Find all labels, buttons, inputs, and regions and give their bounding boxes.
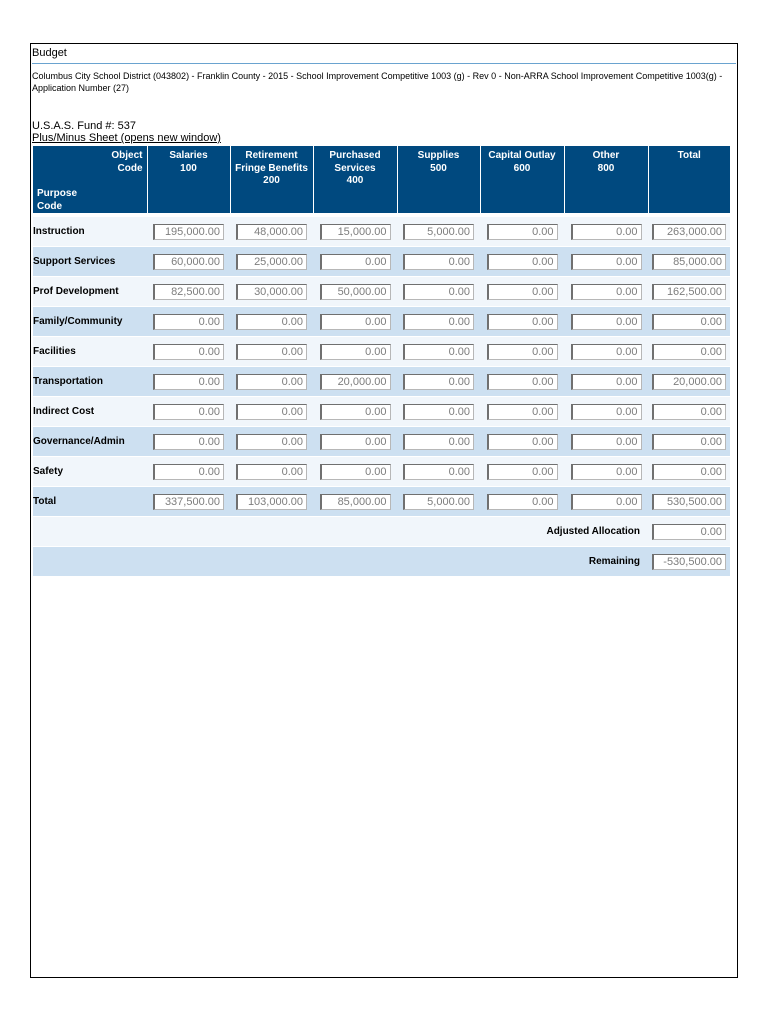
adjusted-allocation-row-value-cell bbox=[648, 517, 730, 547]
amount-field: 0.00 bbox=[320, 464, 391, 480]
table-row bbox=[33, 217, 730, 247]
table-cell bbox=[480, 367, 564, 397]
table-cell bbox=[313, 247, 397, 277]
amount-field: 85,000.00 bbox=[320, 494, 391, 510]
amount-field: 0.00 bbox=[236, 374, 307, 390]
table-cell bbox=[648, 427, 730, 457]
remaining-row bbox=[33, 547, 730, 577]
table-cell bbox=[230, 457, 313, 487]
amount-field: 0.00 bbox=[652, 344, 726, 360]
col-salaries: Salaries 100 bbox=[147, 146, 230, 213]
table-cell bbox=[397, 277, 480, 307]
table-row bbox=[33, 487, 730, 517]
table-cell bbox=[313, 487, 397, 517]
row-label: Safety bbox=[33, 457, 147, 487]
amount-field: 0.00 bbox=[571, 224, 642, 240]
amount-field: 0.00 bbox=[487, 494, 558, 510]
table-cell bbox=[147, 457, 230, 487]
table-cell bbox=[313, 277, 397, 307]
table-cell bbox=[313, 217, 397, 247]
table-cell bbox=[230, 307, 313, 337]
title-divider bbox=[32, 63, 736, 64]
table-cell bbox=[564, 457, 648, 487]
table-cell bbox=[397, 457, 480, 487]
col-retirement-fringe-benefits: Retirement Fringe Benefits 200 bbox=[230, 146, 313, 213]
table-cell bbox=[147, 307, 230, 337]
row-label: Transportation bbox=[33, 367, 147, 397]
table-cell bbox=[397, 337, 480, 367]
table-cell bbox=[397, 427, 480, 457]
table-cell bbox=[480, 427, 564, 457]
table-cell bbox=[230, 427, 313, 457]
row-label: Facilities bbox=[33, 337, 147, 367]
table-cell bbox=[147, 337, 230, 367]
amount-field: 0.00 bbox=[403, 374, 474, 390]
page-title: Budget bbox=[32, 47, 67, 59]
table-cell bbox=[648, 307, 730, 337]
table-cell bbox=[480, 337, 564, 367]
amount-field: 25,000.00 bbox=[236, 254, 307, 270]
col-purchased-services: Purchased Services 400 bbox=[313, 146, 397, 213]
amount-field: 0.00 bbox=[487, 374, 558, 390]
table-cell bbox=[564, 337, 648, 367]
amount-field: 0.00 bbox=[320, 404, 391, 420]
amount-field: 0.00 bbox=[153, 344, 224, 360]
table-cell bbox=[397, 397, 480, 427]
table-row bbox=[33, 337, 730, 367]
amount-field: 0.00 bbox=[571, 284, 642, 300]
table-cell bbox=[313, 427, 397, 457]
table-cell bbox=[564, 277, 648, 307]
amount-field: 0.00 bbox=[236, 464, 307, 480]
table-cell bbox=[313, 307, 397, 337]
amount-field: 0.00 bbox=[320, 254, 391, 270]
amount-field: 0.00 bbox=[487, 254, 558, 270]
amount-field: 0.00 bbox=[320, 344, 391, 360]
table-cell bbox=[480, 247, 564, 277]
amount-field: 0.00 bbox=[652, 464, 726, 480]
amount-field: 20,000.00 bbox=[320, 374, 391, 390]
amount-field: 5,000.00 bbox=[403, 494, 474, 510]
amount-field: 0.00 bbox=[153, 314, 224, 330]
application-info: Columbus City School District (043802) - Franklin County - 2015 - School Improvement Competitive 1003 (g) - Rev 0 - Non-ARRA School Improvement Competitive 1003(g) - Application Number (27) bbox=[32, 71, 723, 93]
amount-field: 0.00 bbox=[403, 464, 474, 480]
adjusted-allocation-row-value: 0.00 bbox=[652, 524, 726, 540]
table-cell bbox=[230, 487, 313, 517]
amount-field: 0.00 bbox=[320, 434, 391, 450]
amount-field: 0.00 bbox=[236, 434, 307, 450]
remaining-row-value-cell bbox=[648, 547, 730, 577]
amount-field: 50,000.00 bbox=[320, 284, 391, 300]
amount-field: 0.00 bbox=[652, 404, 726, 420]
amount-field: 0.00 bbox=[403, 404, 474, 420]
amount-field: 0.00 bbox=[652, 314, 726, 330]
table-row bbox=[33, 307, 730, 337]
table-cell bbox=[147, 247, 230, 277]
amount-field: 48,000.00 bbox=[236, 224, 307, 240]
table-cell bbox=[480, 217, 564, 247]
table-cell bbox=[313, 397, 397, 427]
table-cell bbox=[147, 367, 230, 397]
amount-field: 0.00 bbox=[153, 404, 224, 420]
remaining-row-value: -530,500.00 bbox=[652, 554, 726, 570]
table-cell bbox=[147, 427, 230, 457]
amount-field: 0.00 bbox=[571, 374, 642, 390]
amount-field: 162,500.00 bbox=[652, 284, 726, 300]
amount-field: 0.00 bbox=[571, 344, 642, 360]
table-row bbox=[33, 277, 730, 307]
table-cell bbox=[648, 487, 730, 517]
amount-field: 0.00 bbox=[571, 434, 642, 450]
purpose-code-label: Purpose Code bbox=[37, 188, 78, 212]
amount-field: 263,000.00 bbox=[652, 224, 726, 240]
table-cell bbox=[397, 307, 480, 337]
plus-minus-sheet-link[interactable]: Plus/Minus Sheet (opens new window) bbox=[32, 132, 221, 144]
table-cell bbox=[397, 367, 480, 397]
amount-field: 0.00 bbox=[652, 434, 726, 450]
amount-field: 0.00 bbox=[487, 464, 558, 480]
row-label: Total bbox=[33, 487, 147, 517]
amount-field: 0.00 bbox=[571, 404, 642, 420]
remaining-row-label: Remaining bbox=[33, 547, 648, 577]
table-cell bbox=[230, 337, 313, 367]
adjusted-allocation-row-label: Adjusted Allocation bbox=[33, 517, 648, 547]
col-supplies: Supplies 500 bbox=[397, 146, 480, 213]
col-other: Other 800 bbox=[564, 146, 648, 213]
table-cell bbox=[648, 277, 730, 307]
table-row bbox=[33, 397, 730, 427]
table-cell bbox=[564, 397, 648, 427]
amount-field: 0.00 bbox=[236, 404, 307, 420]
table-cell bbox=[564, 487, 648, 517]
amount-field: 0.00 bbox=[487, 314, 558, 330]
table-row bbox=[33, 427, 730, 457]
table-cell bbox=[648, 397, 730, 427]
adjusted-allocation-row bbox=[33, 517, 730, 547]
table-row bbox=[33, 367, 730, 397]
amount-field: 85,000.00 bbox=[652, 254, 726, 270]
table-cell bbox=[564, 247, 648, 277]
amount-field: 0.00 bbox=[236, 344, 307, 360]
table-cell bbox=[147, 277, 230, 307]
amount-field: 82,500.00 bbox=[153, 284, 224, 300]
amount-field: 0.00 bbox=[571, 464, 642, 480]
table-cell bbox=[648, 247, 730, 277]
amount-field: 0.00 bbox=[487, 344, 558, 360]
row-label: Family/Community bbox=[33, 307, 147, 337]
table-cell bbox=[564, 427, 648, 457]
table-cell bbox=[313, 367, 397, 397]
table-cell bbox=[480, 397, 564, 427]
table-cell bbox=[397, 487, 480, 517]
amount-field: 0.00 bbox=[487, 434, 558, 450]
amount-field: 0.00 bbox=[153, 434, 224, 450]
table-cell bbox=[147, 487, 230, 517]
amount-field: 0.00 bbox=[153, 464, 224, 480]
amount-field: 337,500.00 bbox=[153, 494, 224, 510]
amount-field: 0.00 bbox=[487, 284, 558, 300]
table-cell bbox=[648, 337, 730, 367]
table-cell bbox=[564, 367, 648, 397]
amount-field: 15,000.00 bbox=[320, 224, 391, 240]
row-label: Indirect Cost bbox=[33, 397, 147, 427]
table-cell bbox=[648, 367, 730, 397]
table-cell bbox=[147, 217, 230, 247]
table-cell bbox=[480, 457, 564, 487]
fund-number: U.S.A.S. Fund #: 537 bbox=[32, 120, 136, 132]
amount-field: 60,000.00 bbox=[153, 254, 224, 270]
amount-field: 0.00 bbox=[571, 494, 642, 510]
amount-field: 20,000.00 bbox=[652, 374, 726, 390]
amount-field: 195,000.00 bbox=[153, 224, 224, 240]
table-cell bbox=[147, 397, 230, 427]
amount-field: 103,000.00 bbox=[236, 494, 307, 510]
col-capital-outlay: Capital Outlay 600 bbox=[480, 146, 564, 213]
amount-field: 0.00 bbox=[403, 254, 474, 270]
col-total: Total bbox=[648, 146, 730, 213]
amount-field: 0.00 bbox=[487, 224, 558, 240]
table-cell bbox=[230, 217, 313, 247]
amount-field: 30,000.00 bbox=[236, 284, 307, 300]
amount-field: 0.00 bbox=[571, 254, 642, 270]
table-cell bbox=[480, 307, 564, 337]
row-label: Support Services bbox=[33, 247, 147, 277]
table-cell bbox=[480, 487, 564, 517]
table-cell bbox=[230, 367, 313, 397]
table-cell bbox=[564, 217, 648, 247]
header-row bbox=[33, 146, 730, 213]
table-cell bbox=[230, 397, 313, 427]
amount-field: 0.00 bbox=[403, 344, 474, 360]
table-row bbox=[33, 247, 730, 277]
amount-field: 530,500.00 bbox=[652, 494, 726, 510]
table-cell bbox=[480, 277, 564, 307]
amount-field: 0.00 bbox=[403, 284, 474, 300]
table-cell bbox=[397, 247, 480, 277]
amount-field: 0.00 bbox=[487, 404, 558, 420]
table-cell bbox=[397, 217, 480, 247]
object-code-label: Object Code bbox=[111, 150, 143, 174]
budget-table bbox=[33, 146, 730, 577]
table-cell bbox=[313, 337, 397, 367]
budget-frame bbox=[30, 43, 738, 978]
row-label: Governance/Admin bbox=[33, 427, 147, 457]
table-cell bbox=[230, 247, 313, 277]
amount-field: 0.00 bbox=[571, 314, 642, 330]
amount-field: 0.00 bbox=[153, 374, 224, 390]
table-cell bbox=[313, 457, 397, 487]
row-label: Prof Development bbox=[33, 277, 147, 307]
amount-field: 0.00 bbox=[236, 314, 307, 330]
row-label: Instruction bbox=[33, 217, 147, 247]
amount-field: 0.00 bbox=[403, 314, 474, 330]
table-cell bbox=[648, 217, 730, 247]
table-row bbox=[33, 457, 730, 487]
amount-field: 0.00 bbox=[403, 434, 474, 450]
amount-field: 5,000.00 bbox=[403, 224, 474, 240]
amount-field: 0.00 bbox=[320, 314, 391, 330]
corner-header bbox=[33, 146, 147, 213]
table-cell bbox=[230, 277, 313, 307]
table-cell bbox=[564, 307, 648, 337]
table-cell bbox=[648, 457, 730, 487]
